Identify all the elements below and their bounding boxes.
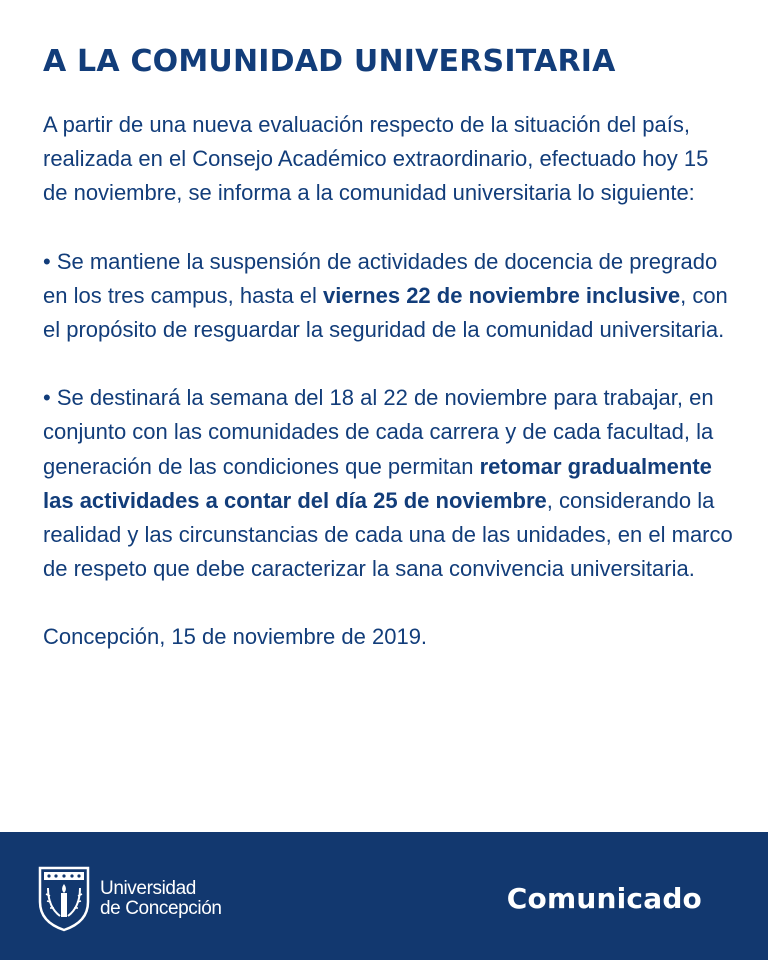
bullet-resumption: [43, 381, 733, 586]
intro-paragraph: A partir de una nueva evaluación respecto de la situación del país, realizada en el Consejo Académico extraordinario, efectuado hoy 15 de noviembre, se informa a la comunidad universitaria lo siguiente:: [43, 112, 709, 206]
bullet-resumption-highlight: retomar gradualmente las actividades a contar del día 25 de noviembre: [43, 453, 712, 513]
university-name-line2: de Concepción: [100, 898, 222, 919]
bullet-suspension-text-end: , con el propósito de resguardar la seguridad de la comunidad universitaria.: [43, 282, 728, 343]
footer-bar: [0, 832, 768, 960]
bullet-suspension: [43, 245, 733, 348]
university-name-line1: Universidad: [100, 878, 196, 899]
bullet-resumption-text: • Se destinará la semana del 18 al 22 de noviembre para trabajar, en conjunto con las comunidades de cada carrera y de cada facultad, la generación de las condiciones que permitan: [43, 385, 714, 479]
bullet-suspension-highlight: viernes 22 de noviembre inclusive: [323, 282, 681, 308]
bullet-resumption-text-end: , considerando la realidad y las circunstancias de cada una de las unidades, en el marco de respeto que debe caracterizar la sana convivencia universitaria.: [43, 487, 733, 582]
university-name: [100, 879, 222, 919]
bullet-suspension-text: • Se mantiene la suspensión de actividades de docencia de pregrado en los tres campus, hasta el: [43, 248, 718, 308]
comunicado-label: Comunicado: [506, 882, 702, 915]
signoff-date: Concepción, 15 de noviembre de 2019.: [43, 624, 428, 650]
page-title: A LA COMUNIDAD UNIVERSITARIA: [43, 44, 616, 79]
university-logo: [36, 866, 222, 932]
communique-body: [43, 40, 733, 655]
university-crest-icon: [36, 866, 92, 932]
